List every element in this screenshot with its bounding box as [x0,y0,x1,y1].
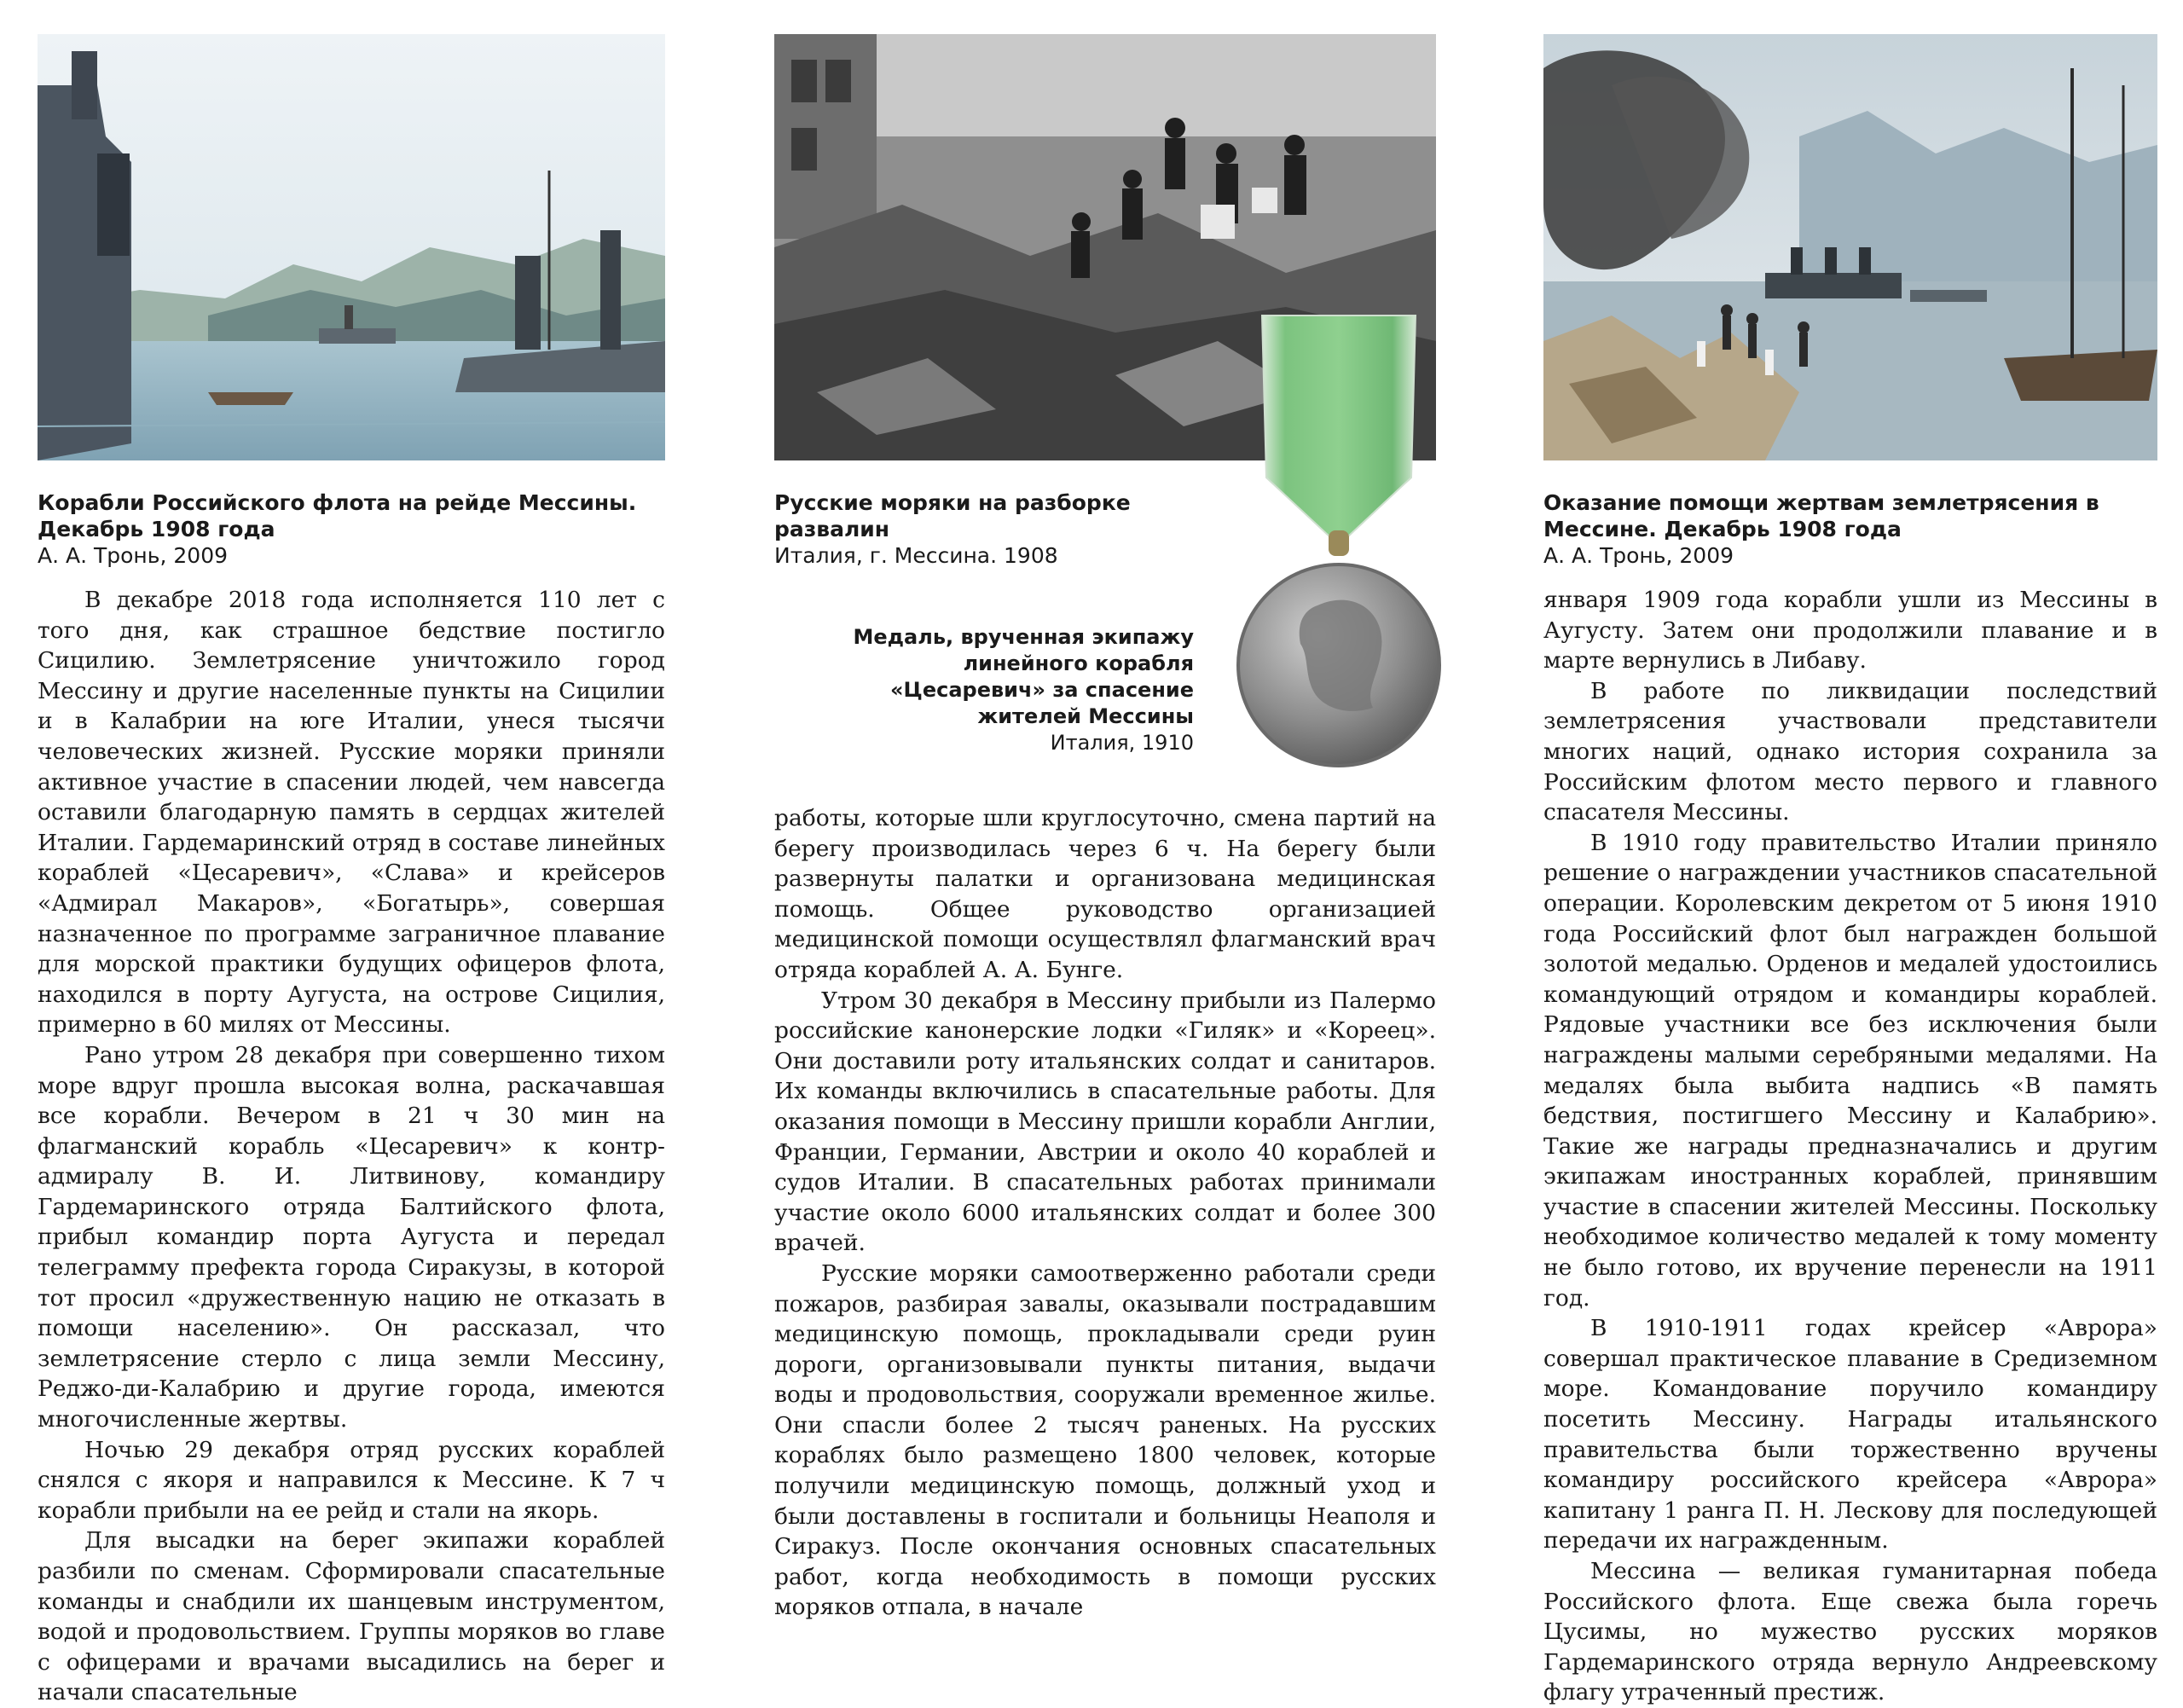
caption-title: Корабли Российского флота на рейде Мессины. Декабрь 1908 года [38,490,637,541]
caption-medal [802,624,1194,756]
caption-title: Оказание помощи жертвам землетрясения в Мессине. Декабрь 1908 года [1543,490,2099,541]
paragraph: В 1910-1911 годах крейсер «Аврора» совершал практическое плавание в Средиземном море. Командование поручило командиру посетить Мессину. Награды итальянского правительства были торжественно вручены командиру российского крейсера «Аврора» капитану 1 ранга П. Н. Лескову для последующей передачи их награжденным. [1543,1315,2157,1555]
caption-painting-1 [38,489,665,569]
paragraph: В работе по ликвидации последствий землетрясения участвовали представители многих наций, однако история сохранила за Российским флотом место первого и главного спасателя Мессины. [1543,677,2157,826]
caption-photo-2 [774,489,1252,569]
painting-earthquake-aid [1543,34,2157,460]
medal-image [1236,307,1441,785]
medal-caption-title: Медаль, врученная экипажу линейного корабля «Цесаревич» за спасение жителей Мессины [853,625,1194,728]
caption-author: А. А. Тронь, 2009 [38,543,229,568]
paragraph: В декабре 2018 года исполняется 110 лет с того дня, как страшное бедствие постигло Сицилию. Землетрясение уничтожило город Мессину и другие населенные пункты на Сицилии и в Калабрии на юге Италии, унеся тысячи человеческих жизней. Русские моряки приняли активное участие в спасении людей, чем навсегда оставили благодарную память в сердцах жителей Италии. Гардемаринский отряд в составе линейных кораблей «Цесаревич», «Слава» и крейсеров «Адмирал Макаров», «Богатырь», совершая назначенное по программе заграничное плавание для морской практики будущих офицеров флота, находился в порту Аугуста, на острове Сицилия, примерно в 60 милях от Мессины. [38,587,665,1039]
column-1-text [38,585,665,1708]
paragraph: работы, которые шли круглосуточно, смена партий на берегу производилась через 6 ч. На берегу были развернуты палатки и организована медицинская помощь. Общее руководство организацией медицинской помощи осуществлял флагманский врач отряда кораблей А. А. Бунге. [774,805,1436,983]
column-3-text [1543,585,2157,1708]
paragraph: Для высадки на берег экипажи кораблей разбили по сменам. Сформировали спасательные команды и снабдили их шанцевым инструментом, водой и продовольствием. Группы моряков во главе с офицерами и врачами высадились на берег и начали спасательные [38,1527,665,1706]
caption-place-date: Италия, г. Мессина. 1908 [774,543,1058,568]
paragraph: Утром 30 декабря в Мессину прибыли из Палермо российские канонерские лодки «Гиляк» и «Кореец». Они доставили роту итальянских солдат и санитаров. Их команды включились в спасательные работы. Для оказания помощи в Мессину пришли корабли Англии, Франции, Германии, Австрии и около 40 кораблей и судов Италии. В спасательных работах принимали участие около 6000 итальянских солдат и более 300 врачей. [774,987,1436,1257]
paragraph: Ночью 29 декабря отряд русских кораблей снялся с якоря и направился к Мессине. К 7 ч корабли прибыли на ее рейд и стали на якорь. [38,1436,665,1524]
paragraph: Рано утром 28 декабря при совершенно тихом море вдруг прошла высокая волна, раскачавшая все корабли. Вечером в 21 ч 30 мин на флагманский корабль «Цесаревич» к контр-адмиралу В. И. Литвинову, командиру Гардемаринского отряда Балтийского флота, прибыл командир порта Аугуста и передал телеграмму префекта города Сиракузы, в которой тот просил «дружественную нацию не отказать в помощи населению». Он рассказал, что землетрясение стерло с лица земли Мессину, Реджо-ди-Калабрию и другие города, имеются многочисленные жертвы. [38,1041,665,1433]
caption-title: Русские моряки на разборке развалин [774,490,1131,541]
paragraph: Мессина — великая гуманитарная победа Российского флота. Еще свежа была горечь Цусимы, но мужество русских моряков Гардемаринского отряда вернуло Андреевскому флагу утраченный престиж. [1543,1558,2157,1706]
caption-painting-3 [1543,489,2157,569]
paragraph: Русские моряки самоотверженно работали среди пожаров, разбирая завалы, оказывали пострадавшим медицинскую помощь, прокладывали среди руин дороги, организовывали пункты питания, выдачи воды и продовольствия, сооружали временное жилье. Они спасли более 2 тысяч раненых. На русских кораблях было размещено 1800 человек, которые получили медицинскую помощь, должный уход и были доставлены в госпитали и больницы Неаполя и Сиракуз. После окончания основных спасательных работ, когда необходимость в помощи русских моряков отпала, в начале [774,1259,1436,1621]
medal-caption-place-date: Италия, 1910 [1050,731,1194,755]
paragraph: В 1910 году правительство Италии приняло решение о награждении участников спасательной операции. Королевским декретом от 5 июня 1910 года Российский флот был награжден большой золотой медалью. Орденов и медалей удостоились командующий отрядом и командиры кораблей. Рядовые участники все без исключения были награждены малыми серебряными медалями. На медалях была выбита надпись «В память бедствия, постигшего Мессину и Калабрию». Такие же награды предназначались и другим экипажам иностранных кораблей, принявшим участие в спасении жителей Мессины. Поскольку необходимое количество медалей к тому моменту не было готово, их вручение перенесли на 1911 год. [1543,829,2157,1311]
painting-ships-at-messina [38,34,665,460]
caption-author: А. А. Тронь, 2009 [1543,543,1734,568]
paragraph: января 1909 года корабли ушли из Мессины в Аугусту. Затем они продолжили плавание и в марте вернулись в Либаву. [1543,587,2157,675]
column-2-text [774,803,1436,1623]
